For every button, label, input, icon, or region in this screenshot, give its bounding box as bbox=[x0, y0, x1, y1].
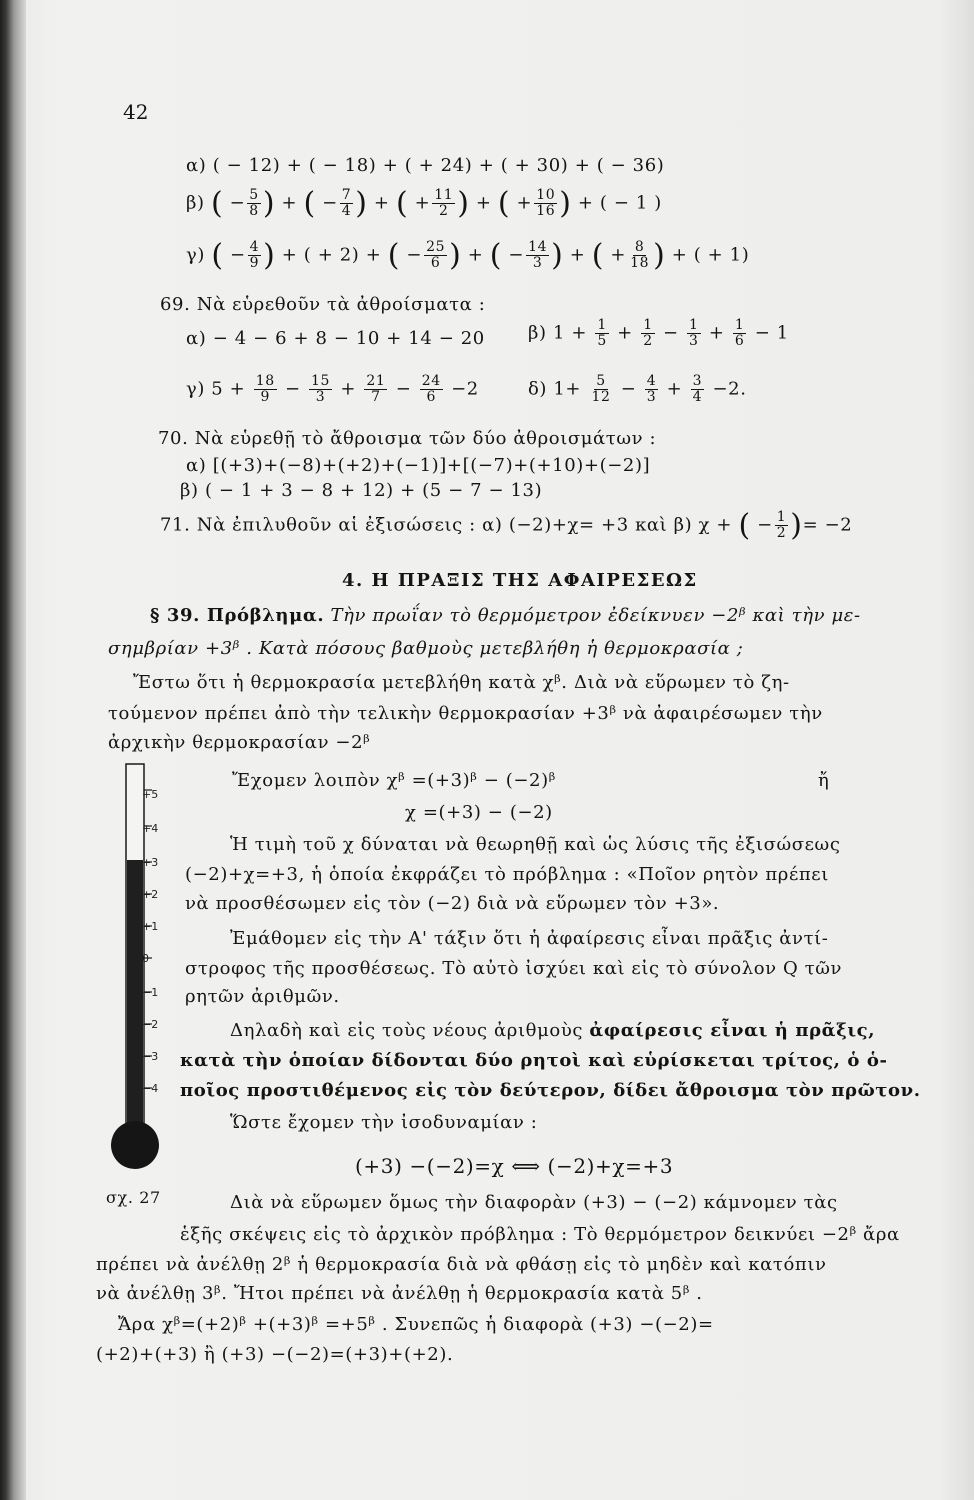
ex69-d-tail: −2. bbox=[712, 378, 747, 400]
thermometer-tick-label: +3 bbox=[142, 856, 159, 869]
text-line: Ἔστω ὅτι ἡ θερμοκρασία μετεβλήθη κατὰ χᵝ. Διὰ νὰ εὕρωμεν τὸ ζη- bbox=[133, 672, 790, 693]
ex69-b: β) 1 + $\frac{1}{5}$ + $\frac{1}{2}$ − $\frac{1}{3}$ + $\frac{1}{6}$ − 1 bbox=[528, 317, 789, 349]
text-line: ρητῶν ἀριθμῶν. bbox=[185, 986, 340, 1007]
ex71: 71. Νὰ ἐπιλυθοῦν αἱ ἐξισώσεις : α) (−2)+χ= +3 καὶ β) χ + ( − $\frac{1}{2}$ )= −2 bbox=[160, 508, 853, 543]
ex68-b: β) ( − $\frac{5}{8}$ ) + ( − $\frac{7}{4}$ ) + ( + $\frac{11}{2}$ ) + ( + $\frac{10}{16}$ ) + ( − 1 ) bbox=[186, 186, 662, 221]
text-line: Ἡ τιμὴ τοῦ χ δύναται νὰ θεωρηθῇ καὶ ὡς λύσις τῆς ἐξισώσεως bbox=[230, 834, 841, 855]
text-line: Ὥστε ἔχομεν τὴν ἰσοδυναμίαν : bbox=[230, 1112, 538, 1133]
text-line: τούμενον πρέπει ἀπὸ τὴν τελικὴν θερμοκρασίαν +3ᵝ νὰ ἀφαιρέσωμεν τὴν bbox=[108, 703, 823, 724]
ex71-tail: = −2 bbox=[802, 514, 853, 536]
fraction: $\frac{1}{3}$ bbox=[689, 317, 699, 349]
thermometer-icon bbox=[100, 760, 180, 1180]
text-line: (+2)+(+3) ἢ (+3) −(−2)=(+3)+(+2). bbox=[96, 1344, 454, 1365]
fraction: $\frac{1}{2}$ bbox=[643, 317, 653, 349]
problem-39-number: § 39. Πρόβλημα. bbox=[150, 605, 325, 626]
fraction: $\frac{15}{3}$ bbox=[311, 373, 331, 405]
fraction: $\frac{4}{3}$ bbox=[646, 373, 657, 405]
fraction: $\frac{1}{2}$ bbox=[776, 509, 787, 541]
fraction: $\frac{5}{12}$ bbox=[591, 373, 611, 405]
text-line: Ἄρα χᵝ=(+2)ᵝ +(+3)ᵝ =+5ᵝ . Συνεπῶς ἡ διαφορὰ (+3) −(−2)= bbox=[118, 1314, 714, 1335]
ex68-b-label: β) bbox=[186, 192, 205, 214]
text-line: ἑξῆς σκέψεις εἰς τὸ ἀρχικὸν πρόβλημα : Τὸ θερμόμετρον δεικνύει −2ᵝ ἄρα bbox=[180, 1224, 900, 1245]
text-line: ἀρχικὴν θερμοκρασίαν −2ᵝ bbox=[108, 732, 371, 753]
problem-39-line-1 bbox=[150, 605, 861, 626]
ex68-g-tail: + ( + 1) bbox=[671, 244, 750, 266]
ex70-title: 70. Νὰ εὑρεθῇ τὸ ἄθροισμα τῶν δύο ἀθροισμάτων : bbox=[158, 428, 657, 449]
thermometer-tick-label: 0 bbox=[142, 952, 149, 965]
fraction: $\frac{1}{6}$ bbox=[734, 317, 745, 349]
definition-intro: Δηλαδὴ καὶ εἰς τοὺς νέους ἀριθμοὺς bbox=[230, 1020, 584, 1041]
text-line: στροφος τῆς προσθέσεως. Τὸ αὐτὸ ἰσχύει καὶ εἰς τὸ σύνολον Q τῶν bbox=[185, 958, 843, 979]
problem-39-line-2: σημβρίαν +3ᵝ . Κατὰ πόσους βαθμοὺς μετεβλήθη ἡ θερμοκρασία ; bbox=[108, 638, 744, 659]
ex69-g-tail: −2 bbox=[451, 378, 479, 400]
text-line: νὰ προσθέσωμεν εἰς τὸν (−2) διὰ νὰ εὕρωμεν τὸν +3». bbox=[185, 893, 720, 914]
problem-39-statement: Τὴν πρωΐαν τὸ θερμόμετρον ἐδείκνυεν −2ᵝ καὶ τὴν με- bbox=[330, 605, 861, 626]
fraction: $\frac{21}{7}$ bbox=[366, 373, 386, 405]
ex69-b-label: β) 1 + bbox=[528, 322, 588, 344]
thermometer-tick-label: −1 bbox=[142, 986, 159, 999]
thermometer-tick-label: +2 bbox=[142, 888, 159, 901]
definition-line-1 bbox=[230, 1020, 875, 1041]
thermometer-tick-label: +5 bbox=[142, 788, 159, 801]
ex71-text: 71. Νὰ ἐπιλυθοῦν αἱ ἐξισώσεις : α) (−2)+χ= +3 καὶ β) χ + bbox=[160, 514, 733, 536]
text-line: (−2)+χ=+3, ἡ ὁποία ἐκφράζει τὸ πρόβλημα : «Ποῖον ρητὸν πρέπει bbox=[185, 864, 829, 885]
text-line: πρέπει νὰ ἀνέλθῃ 2ᵝ ἡ θερμοκρασία διὰ νὰ φθάσῃ εἰς τὸ μηδὲν καὶ κατόπιν bbox=[96, 1254, 827, 1275]
fraction: $\frac{25}{6}$ bbox=[426, 239, 446, 271]
ex68-b-tail: + ( − 1 ) bbox=[577, 192, 662, 214]
thermometer-tick-label: +4 bbox=[142, 822, 159, 835]
fraction: $\frac{8}{18}$ bbox=[630, 239, 650, 271]
ex69-d: δ) 1+ $\frac{5}{12}$ − $\frac{4}{3}$ + $\frac{3}{4}$ −2. bbox=[528, 373, 747, 405]
fraction: $\frac{5}{8}$ bbox=[249, 187, 259, 219]
thermometer-tick-label: +1 bbox=[142, 920, 159, 933]
fraction: $\frac{7}{4}$ bbox=[341, 187, 352, 219]
thermometer-tick-label: −4 bbox=[142, 1082, 159, 1095]
ex70-b: β) ( − 1 + 3 − 8 + 12) + (5 − 7 − 13) bbox=[180, 480, 543, 501]
ex69-b-tail: − 1 bbox=[754, 322, 789, 344]
ex69-a: α) − 4 − 6 + 8 − 10 + 14 − 20 bbox=[186, 328, 485, 349]
definition-bold: ἀφαίρεσις εἶναι ἡ πρᾶξις, bbox=[589, 1020, 876, 1041]
ex68-g-label: γ) bbox=[186, 244, 205, 266]
equation-1: Ἔχομεν λοιπὸν χᵝ =(+3)ᵝ − (−2)ᵝ bbox=[232, 770, 556, 791]
fraction: $\frac{10}{16}$ bbox=[536, 187, 556, 219]
equation-1-or: ἤ bbox=[818, 770, 830, 791]
ex68-a bbox=[186, 155, 664, 176]
text-line: Ἐμάθομεν εἰς τὴν Α' τάξιν ὅτι ἡ ἀφαίρεσις εἶναι πρᾶξις ἀντί- bbox=[230, 928, 829, 949]
definition-line-2: κατὰ τὴν ὁποίαν δίδονται δύο ρητοὶ καὶ εὑρίσκεται τρίτος, ὁ ὁ- bbox=[180, 1050, 888, 1071]
fraction: $\frac{18}{9}$ bbox=[255, 373, 275, 405]
fraction: $\frac{24}{6}$ bbox=[421, 373, 441, 405]
definition-line-3: ποῖος προστιθέμενος εἰς τὸν δεύτερον, δίδει ἄθροισμα τὸν πρῶτον. bbox=[180, 1080, 921, 1101]
fraction: $\frac{14}{3}$ bbox=[528, 239, 548, 271]
ex69-title: 69. Νὰ εὑρεθοῦν τὰ ἀθροίσματα : bbox=[160, 294, 486, 315]
page-number: 42 bbox=[123, 100, 149, 124]
text-line: Διὰ νὰ εὕρωμεν ὅμως τὴν διαφορὰν (+3) − (−2) κάμνομεν τὰς bbox=[230, 1192, 838, 1213]
equation-2: χ =(+3) − (−2) bbox=[405, 802, 553, 823]
ex68-a-expr: ( − 12) + ( − 18) + ( + 24) + ( + 30) + ( − 36) bbox=[212, 155, 665, 176]
fraction: $\frac{11}{2}$ bbox=[434, 187, 454, 219]
section-heading: 4. Η ΠΡΑΞΙΣ ΤΗΣ ΑΦΑΙΡΕΣΕΩΣ bbox=[342, 570, 698, 591]
ex69-d-label: δ) 1+ bbox=[528, 378, 582, 400]
ex68-g: γ) ( − $\frac{4}{9}$ ) + ( + 2) + ( − $\frac{25}{6}$ ) + ( − $\frac{14}{3}$ ) + ( + $\frac{8}{18}$ ) + ( + 1) bbox=[186, 238, 750, 273]
equivalence: (+3) −(−2)=χ ⟺ (−2)+χ=+3 bbox=[355, 1154, 674, 1178]
ex68-g-mid: + ( + 2) + bbox=[281, 244, 382, 266]
thermometer-tick-label: −3 bbox=[142, 1050, 159, 1063]
ex69-g-label: γ) 5 + bbox=[186, 378, 246, 400]
thermometer-figure bbox=[100, 760, 180, 1180]
ex70-a: α) [(+3)+(−8)+(+2)+(−1)]+[(−7)+(+10)+(−2)] bbox=[186, 455, 651, 476]
thermometer-tick-label: −2 bbox=[142, 1018, 159, 1031]
fraction: $\frac{3}{4}$ bbox=[692, 373, 703, 405]
book-spine-shadow bbox=[0, 0, 26, 1500]
text-line: νὰ ἀνέλθῃ 3ᵝ. Ἤτοι πρέπει νὰ ἀνέλθῃ ἡ θερμοκρασία κατὰ 5ᵝ . bbox=[96, 1283, 703, 1304]
figure-caption: σχ. 27 bbox=[106, 1188, 161, 1207]
fraction: $\frac{4}{9}$ bbox=[249, 239, 260, 271]
ex69-g: γ) 5 + $\frac{18}{9}$ − $\frac{15}{3}$ + $\frac{21}{7}$ − $\frac{24}{6}$ −2 bbox=[186, 373, 479, 405]
ex68-a-label: α) bbox=[186, 155, 207, 176]
fraction: $\frac{1}{5}$ bbox=[597, 317, 607, 349]
